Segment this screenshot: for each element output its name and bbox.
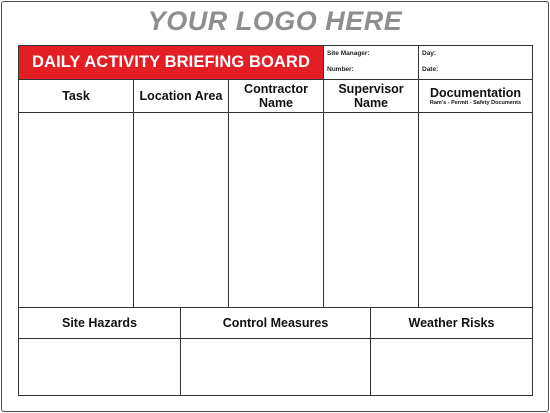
divider [418, 46, 419, 79]
column-contractor [229, 80, 323, 112]
site-hazards-label: Site Hazards [61, 316, 138, 330]
site-hazards-header [19, 308, 180, 338]
column-documentation-label: Documentation [430, 85, 521, 100]
column-divider [133, 79, 134, 307]
column-documentation-sublabel: Ram's - Permit - Safety Documents [429, 99, 522, 106]
column-supervisor [324, 80, 418, 112]
column-divider [228, 79, 229, 307]
column-divider [323, 79, 324, 307]
board-title: DAILY ACTIVITY BRIEFING BOARD [19, 46, 323, 79]
column-documentation [419, 80, 532, 112]
divider [323, 46, 324, 79]
day-label: Day: [422, 50, 437, 57]
column-contractor-label-line2: Name [258, 96, 294, 110]
column-supervisor-label-line2: Name [353, 96, 389, 110]
logo-placeholder: YOUR LOGO HERE [147, 6, 403, 36]
date-label: Date: [422, 66, 439, 73]
control-measures-header [181, 308, 370, 338]
bottom-divider [180, 307, 181, 395]
column-location-label: Location Area [139, 89, 223, 103]
column-divider [418, 79, 419, 307]
divider [19, 338, 532, 339]
control-measures-label: Control Measures [222, 316, 329, 330]
bottom-divider [370, 307, 371, 395]
weather-risks-label: Weather Risks [408, 316, 495, 330]
weather-risks-header [371, 308, 532, 338]
briefing-board [18, 45, 533, 396]
column-location [134, 80, 228, 112]
column-task-label: Task [62, 89, 90, 103]
column-contractor-label-line1: Contractor [244, 82, 308, 96]
divider [19, 112, 532, 113]
column-task [19, 80, 133, 112]
column-supervisor-label-line1: Supervisor [338, 82, 404, 96]
number-label: Number: [327, 66, 354, 73]
site-manager-label: Site Manager: [327, 50, 370, 57]
